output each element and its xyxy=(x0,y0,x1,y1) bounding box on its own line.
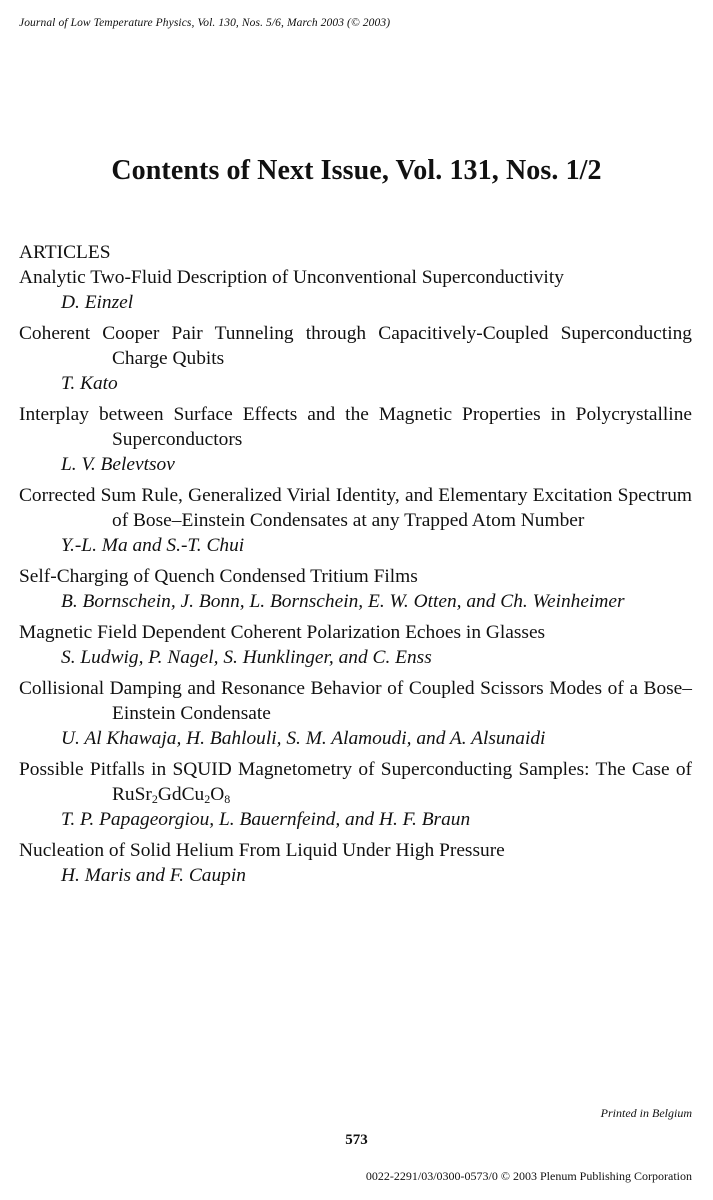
article-authors: D. Einzel xyxy=(61,292,134,313)
article-authors: H. Maris and F. Caupin xyxy=(61,865,246,886)
copyright-line: 0022-2291/03/0300-0573/0 © 2003 Plenum Publishing Corporation xyxy=(365,1169,692,1183)
article-authors: L. V. Belevtsov xyxy=(61,454,175,475)
article-authors: Y.-L. Ma and S.-T. Chui xyxy=(61,535,245,556)
article-title: Analytic Two-Fluid Description of Unconventional Superconductivity xyxy=(19,267,564,288)
formula-part: O xyxy=(210,784,225,805)
article-entry xyxy=(19,483,692,558)
article-entry xyxy=(19,676,692,751)
article-entry xyxy=(19,265,692,315)
formula-subscript: 2 xyxy=(151,792,158,806)
article-authors: S. Ludwig, P. Nagel, S. Hunklinger, and C. Enss xyxy=(61,647,432,668)
article-title: Self-Charging of Quench Condensed Tritium Films xyxy=(19,566,418,587)
journal-header: Journal of Low Temperature Physics, Vol. 130, Nos. 5/6, March 2003 (© 2003) xyxy=(19,17,391,29)
chemical-formula xyxy=(112,784,230,805)
article-entry xyxy=(19,757,692,832)
article-entry xyxy=(19,620,692,670)
article-title: Magnetic Field Dependent Coherent Polarization Echoes in Glasses xyxy=(19,622,546,643)
article-authors: T. Kato xyxy=(61,373,118,394)
article-title xyxy=(19,757,692,807)
article-authors: T. P. Papageorgiou, L. Bauernfeind, and H. F. Braun xyxy=(61,809,471,830)
article-entry xyxy=(19,838,692,888)
formula-subscript: 8 xyxy=(224,792,231,806)
article-title: Collisional Damping and Resonance Behavior of Coupled Scissors Modes of a Bose–Einstein Condensate xyxy=(19,678,692,724)
formula-part: RuSr xyxy=(112,784,152,805)
table-of-contents xyxy=(19,240,692,894)
printed-in-note: Printed in Belgium xyxy=(600,1106,692,1120)
article-entry xyxy=(19,402,692,477)
page-title: Contents of Next Issue, Vol. 131, Nos. 1/2 xyxy=(111,155,602,186)
article-entry xyxy=(19,564,692,614)
section-heading: ARTICLES xyxy=(19,242,111,263)
page-number: 573 xyxy=(345,1132,368,1148)
article-authors: U. Al Khawaja, H. Bahlouli, S. M. Alamoudi, and A. Alsunaidi xyxy=(61,728,546,749)
article-entry xyxy=(19,321,692,396)
article-title-text: Possible Pitfalls in SQUID Magnetometry of Superconducting Samples: The Case of xyxy=(19,759,692,780)
article-title: Nucleation of Solid Helium From Liquid Under High Pressure xyxy=(19,840,505,861)
article-authors: B. Bornschein, J. Bonn, L. Bornschein, E. W. Otten, and Ch. Weinheimer xyxy=(61,591,625,612)
article-title: Coherent Cooper Pair Tunneling through Capacitively-Coupled Superconducting Charge Qubits xyxy=(19,323,692,369)
article-title: Corrected Sum Rule, Generalized Virial Identity, and Elementary Excitation Spectrum of Bose–Einstein Condensates at any Trapped Atom Number xyxy=(19,485,692,531)
formula-subscript: 2 xyxy=(204,792,211,806)
formula-part: GdCu xyxy=(157,784,205,805)
article-title: Interplay between Surface Effects and the Magnetic Properties in Polycrystalline Superconductors xyxy=(19,404,692,450)
